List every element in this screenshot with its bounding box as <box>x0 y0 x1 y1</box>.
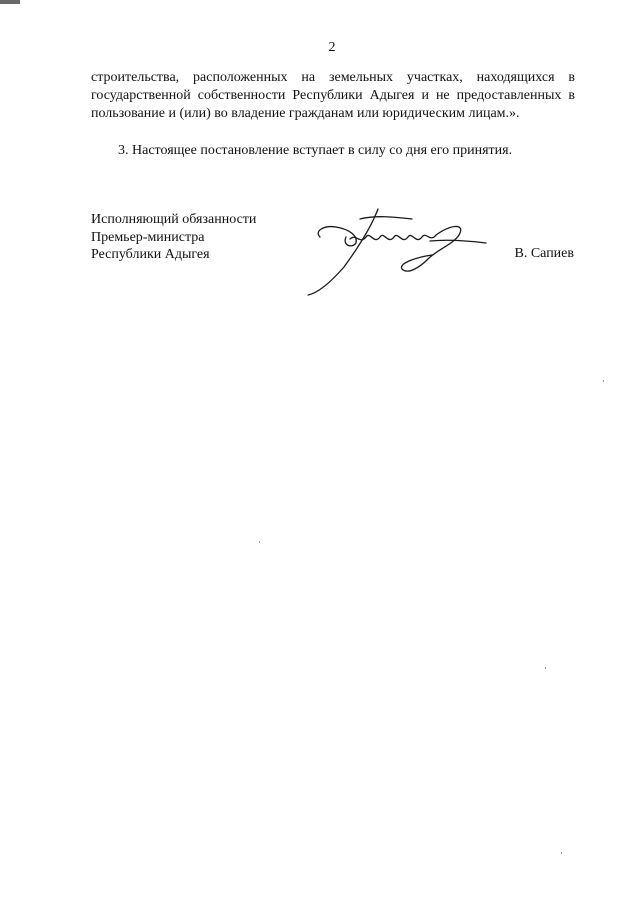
signature-stroke-loop <box>318 227 356 246</box>
signature-stroke-underline <box>430 240 486 243</box>
signer-title-line-1: Исполняющий обязанности <box>91 212 257 227</box>
body-text <box>91 69 575 160</box>
signer-title-line-2: Премьер-министра <box>91 229 205 245</box>
signer-title <box>91 211 256 264</box>
signature-stroke-body <box>350 235 436 240</box>
scan-speck <box>259 541 260 543</box>
handwritten-signature <box>300 205 490 297</box>
scan-speck <box>561 852 562 854</box>
scan-speck <box>545 667 546 669</box>
scan-edge-mark <box>0 0 20 4</box>
signer-title-line-3: Республики Адыгея <box>91 247 210 262</box>
signature-stroke-top <box>360 217 412 219</box>
signature-stroke-tail <box>401 226 460 271</box>
scan-speck <box>603 380 604 382</box>
paragraph-continuation: строительства, расположенных на земельных участках, находящихся в государственной собственности Республики Адыгея и не предоставленных в пользование и (или) во владение гражданам или юридическим лицам.». <box>91 70 575 121</box>
paragraph-effective-date: 3. Настоящее постановление вступает в силу со дня его принятия. <box>118 143 513 158</box>
page-number: 2 <box>328 40 336 55</box>
signer-name: В. Сапиев <box>514 246 574 261</box>
signature-stroke-vertical <box>308 209 378 295</box>
